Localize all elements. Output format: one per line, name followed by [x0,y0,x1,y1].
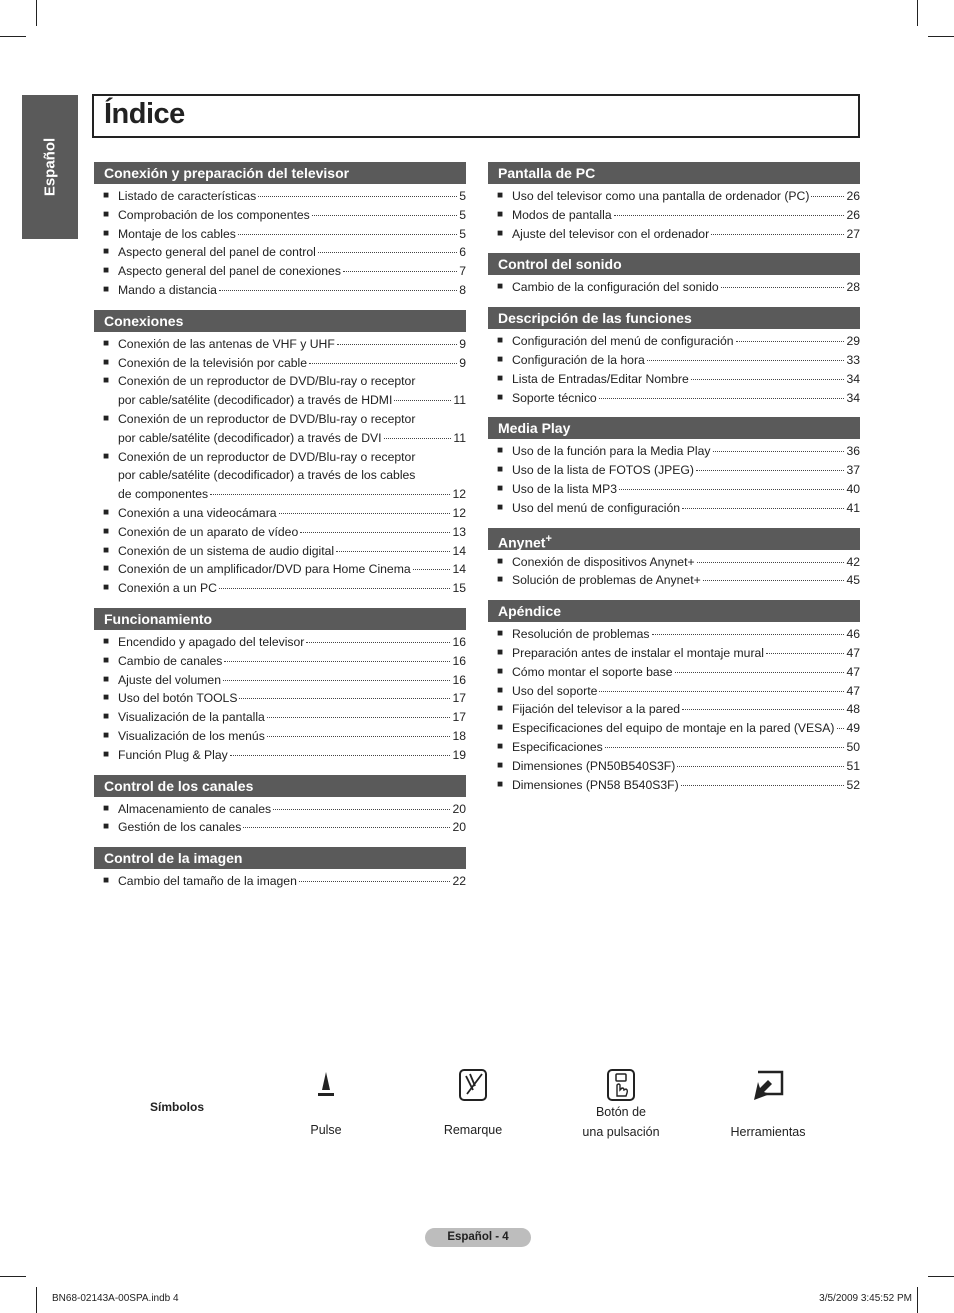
section-heading-text: Funcionamiento [104,610,213,627]
toc-entry[interactable] [94,671,466,690]
crop-mark [928,36,954,37]
crop-mark [917,1287,918,1313]
toc-entry-page: 16 [452,672,466,687]
toc-entry-page: 46 [846,627,860,642]
toc-entry[interactable] [94,262,466,281]
toc-entry-page: 12 [452,505,466,520]
toc-entry-title: ■ Ajuste del volumen [118,672,221,687]
toc-entry[interactable] [94,746,466,765]
symbol-tools-label: Herramientas [730,1125,806,1139]
toc-entry[interactable] [94,523,466,542]
toc-entry[interactable] [94,354,466,373]
crop-mark [0,36,26,37]
toc-entry-page: 14 [452,562,466,577]
toc-entry[interactable] [488,663,860,682]
toc-entry-title: ■ Conexión a un PC [118,581,217,596]
toc-entry-page: 16 [452,634,466,649]
toc-entry-title: ■ Cambio del tamaño de la imagen [118,874,297,889]
toc-list [488,553,860,591]
toc-entry[interactable] [488,278,860,297]
symbols-legend [0,1060,954,1160]
dot-leader [837,728,845,729]
toc-entry-title: de componentes [118,487,209,502]
toc-list [94,187,466,300]
dot-leader [711,234,844,235]
toc-section [94,608,466,765]
dot-leader [614,215,845,216]
toc-entry[interactable] [94,800,466,819]
toc-entry[interactable] [94,560,466,579]
toc-entry-page: 47 [846,645,860,660]
toc-entry-page: 50 [846,739,860,754]
toc-entry-page: 16 [452,653,466,668]
dot-leader [337,344,457,345]
toc-entry[interactable] [488,370,860,389]
dot-leader [219,290,457,291]
dot-leader [721,287,845,288]
dot-leader [647,360,845,361]
toc-section [488,307,860,407]
toc-list [94,335,466,598]
toc-entry-title: ■ Conexión de un amplificador/DVD para Home Cinema [118,562,411,577]
toc-entry-title: por cable/satélite (decodificador) a través de HDMI [118,393,393,408]
dot-leader [299,881,451,882]
dot-leader [703,580,845,581]
toc-list [488,187,860,243]
toc-entry[interactable] [94,335,466,354]
toc-entry-page: 9 [459,355,466,370]
section-heading-text: Descripción de las funciones [498,310,692,327]
section-heading-text: Media Play [498,420,571,437]
toc-entry-title: ■ Conexión a una videocámara [118,505,277,520]
toc-entry-title: ■ Gestión de los canales [118,820,242,835]
toc-entry[interactable] [94,708,466,727]
section-heading-text: Anynet [498,534,546,551]
toc-entry[interactable] [488,571,860,590]
toc-entry[interactable] [94,872,466,891]
toc-entry-title-line: por cable/satélite (decodificador) a través de los cables [118,468,416,483]
toc-section [94,162,466,300]
toc-entry-title: ■ Lista de Entradas/Editar Nombre [512,371,689,386]
dot-leader [677,766,844,767]
toc-entry[interactable] [488,700,860,719]
toc-entry-title: ■ Comprobación de los componentes [118,207,310,222]
toc-entry-title: ■ Especificaciones [512,739,603,754]
toc-entry[interactable] [94,652,466,671]
toc-entry-title-line: ■ Conexión de un reproductor de DVD/Blu-ray o receptor [118,449,416,464]
toc-entry-page: 49 [846,721,860,736]
dot-leader [605,747,845,748]
dot-leader [682,508,844,509]
toc-entry-page: 12 [452,487,466,502]
toc-entry-page: 42 [846,554,860,569]
toc-entry-title: ■ Dimensiones (PN50B540S3F) [512,758,676,773]
toc-section [488,253,860,297]
toc-entry[interactable] [488,461,860,480]
toc-section [488,600,860,794]
toc-section [488,417,860,517]
section-heading-text: Conexiones [104,312,184,329]
toc-entry-page: 6 [459,245,466,260]
toc-entry-title: ■ Aspecto general del panel de control [118,245,316,260]
dot-leader [267,717,451,718]
toc-entry-page: 41 [846,500,860,515]
dot-leader [312,215,457,216]
toc-list [488,442,860,517]
toc-entry-page: 5 [459,207,466,222]
tools-icon [748,1068,788,1102]
page-number-label: Español - 4 [425,1228,531,1247]
dot-leader [696,470,844,471]
section-heading [488,307,860,329]
toc-entry-title: ■ Uso de la lista de FOTOS (JPEG) [512,463,694,478]
toc-entry-page: 27 [846,226,860,241]
toc-entry[interactable] [488,553,860,572]
toc-entry[interactable] [94,206,466,225]
toc-entry[interactable] [94,504,466,523]
toc-entry-page: 45 [846,573,860,588]
toc-entry-page: 13 [452,524,466,539]
section-heading-text: Conexión y preparación del televisor [104,165,350,181]
toc-entry-title: ■ Cambio de la configuración del sonido [512,280,719,295]
toc-entry[interactable] [94,372,466,410]
toc-entry-page: 33 [846,352,860,367]
toc-entry-page: 26 [846,189,860,203]
toc-entry[interactable] [488,332,860,351]
toc-entry-title: por cable/satélite (decodificador) a través de DVI [118,430,382,445]
toc-entry-title: ■ Dimensiones (PN58 B540S3F) [512,777,679,792]
dot-leader [230,755,451,756]
language-side-tab [22,95,78,239]
section-heading [94,162,466,184]
dot-leader [306,642,450,643]
toc-entry-title: ■ Uso del soporte [512,683,598,698]
toc-entry[interactable] [488,738,860,757]
dot-leader [619,489,844,490]
toc-list [488,278,860,297]
toc-entry-title: ■ Encendido y apagado del televisor [118,634,305,649]
toc-entry-title: ■ Montaje de los cables [118,226,236,241]
toc-entry[interactable] [94,542,466,561]
toc-entry-title: ■ Fijación del televisor a la pared [512,702,681,717]
toc-list [94,633,466,765]
toc-entry-page: 48 [846,702,860,717]
toc-entry[interactable] [94,579,466,598]
toc-entry[interactable] [488,499,860,518]
dot-leader [273,809,450,810]
dot-leader [652,634,845,635]
toc-entry[interactable] [94,281,466,300]
toc-entry-title: ■ Uso de la lista MP3 [512,481,617,496]
dot-leader [413,569,451,570]
toc-entry-page: 52 [846,777,860,792]
toc-entry-page: 51 [846,758,860,773]
toc-section [94,775,466,838]
toc-entry-page: 17 [452,710,466,725]
toc-entry[interactable] [488,480,860,499]
language-side-tab-label: Español [41,137,59,197]
toc-entry[interactable] [94,243,466,262]
symbol-note-label: Remarque [443,1123,503,1137]
toc-entry[interactable] [94,187,466,206]
toc-entry[interactable] [94,633,466,652]
symbol-tools [723,1068,813,1142]
dot-leader [599,398,845,399]
toc-entry-title: ■ Preparación antes de instalar el montaje mural [512,645,765,660]
toc-entry-title: ■ Mando a distancia [118,282,217,297]
toc-entry-title: ■ Visualización de los menús [118,728,265,743]
toc-entry[interactable] [488,389,860,408]
dot-leader [210,494,450,495]
crop-mark [917,0,918,26]
toc-entry-page: 8 [459,282,466,297]
toc-entry[interactable] [488,644,860,663]
dot-leader [384,438,452,439]
one-touch-button-icon [606,1068,636,1102]
toc-entry-title: ■ Listado de características [118,189,257,203]
symbol-one-touch-label-line2: una pulsación [582,1125,660,1139]
toc-entry-page: 9 [459,336,466,351]
dot-leader [223,680,450,681]
toc-entry-title: ■ Uso del menú de configuración [512,500,681,515]
dot-leader [243,827,450,828]
toc-section [488,162,860,243]
toc-entry-page: 34 [846,390,860,405]
section-heading [94,608,466,630]
symbol-press [286,1068,366,1140]
symbol-one-touch-label-line1: Botón de [595,1105,647,1119]
toc-entry-title: ■ Función Plug & Play [118,747,228,762]
toc-entry-title: ■ Conexión de dispositivos Anynet+ [512,554,695,569]
toc-entry[interactable] [94,727,466,746]
toc-entry-title: ■ Aspecto general del panel de conexiones [118,264,341,279]
dot-leader [267,736,451,737]
toc-entry[interactable] [488,682,860,701]
toc-entry[interactable] [94,818,466,837]
dot-leader [279,513,451,514]
toc-entry-page: 28 [846,280,860,295]
section-heading [488,528,860,550]
toc-entry-title-line: ■ Conexión de un reproductor de DVD/Blu-ray o receptor [118,411,416,426]
toc-entry[interactable] [488,206,860,225]
toc-entry-page: 5 [459,189,466,203]
toc-entry-title: ■ Cambio de canales [118,653,223,668]
toc-entry-page: 29 [846,334,860,349]
toc-entry-page: 37 [846,463,860,478]
section-heading-text: Control del sonido [498,256,622,273]
footer-timestamp: 3/5/2009 3:45:52 PM [819,1293,912,1304]
toc-right-column [488,162,860,804]
section-heading-text: Control de los canales [104,777,254,794]
toc-entry-page: 34 [846,371,860,386]
toc-entry-title: ■ Configuración del menú de configuración [512,334,734,349]
toc-entry[interactable] [488,187,860,206]
toc-entry[interactable] [94,448,466,504]
toc-entry-page: 26 [846,207,860,222]
section-heading [94,775,466,797]
dot-leader [309,363,457,364]
toc-entry-page: 22 [452,874,466,889]
toc-entry-title: ■ Ajuste del televisor con el ordenador [512,226,710,241]
toc-entry-page: 40 [846,481,860,496]
section-heading [488,253,860,275]
dot-leader [300,532,450,533]
toc-section [488,528,860,591]
section-heading [488,600,860,622]
section-heading-text: Apéndice [498,603,562,620]
section-heading-text: Pantalla de PC [498,165,596,181]
toc-entry[interactable] [488,351,860,370]
toc-entry[interactable] [488,776,860,795]
dot-leader [713,451,845,452]
press-icon [316,1068,336,1098]
crop-mark [0,1276,26,1277]
dot-leader [394,400,451,401]
dot-leader [238,234,457,235]
dot-leader [766,653,844,654]
toc-entry-title: ■ Uso del botón TOOLS [118,691,238,706]
symbol-press-label: Pulse [310,1123,342,1137]
section-heading-text: Control de la imagen [104,850,243,867]
toc-entry-title: ■ Cómo montar el soporte base [512,664,673,679]
symbol-one-touch [575,1068,667,1142]
toc-entry[interactable] [488,442,860,461]
toc-section [94,310,466,598]
dot-leader [239,698,450,699]
toc-entry-page: 19 [452,747,466,762]
toc-entry-title: ■ Resolución de problemas [512,627,650,642]
toc-entry-page: 17 [452,691,466,706]
title-box [92,94,860,138]
toc-entry[interactable] [488,757,860,776]
dot-leader [681,785,845,786]
crop-mark [36,0,37,26]
toc-list [488,332,860,407]
toc-entry[interactable] [94,689,466,708]
toc-list [488,625,860,794]
toc-entry-page: 47 [846,664,860,679]
toc-entry[interactable] [94,410,466,448]
toc-entry-title: ■ Uso del televisor como una pantalla de ordenador (PC) [512,189,810,203]
dot-leader [258,196,457,197]
toc-entry-title: ■ Configuración de la hora [512,352,645,367]
toc-entry-page: 36 [846,444,860,459]
toc-entry-title: ■ Modos de pantalla [512,207,612,222]
toc-entry[interactable] [488,225,860,244]
toc-list [94,800,466,838]
toc-entry[interactable] [94,225,466,244]
section-heading [94,847,466,869]
section-heading [488,162,860,184]
toc-entry-page: 15 [452,581,466,596]
dot-leader [343,271,457,272]
dot-leader [599,691,844,692]
toc-entry-page: 18 [452,728,466,743]
toc-entry-title: ■ Conexión de la televisión por cable [118,355,308,370]
toc-list [94,872,466,891]
dot-leader [336,551,450,552]
toc-entry-page: 7 [459,264,466,279]
dot-leader [675,672,845,673]
toc-entry-title-line: ■ Conexión de un reproductor de DVD/Blu-ray o receptor [118,374,416,389]
dot-leader [219,588,451,589]
toc-entry-title: ■ Uso de la función para la Media Play [512,444,711,459]
toc-entry-page: 14 [452,543,466,558]
toc-entry-page: 20 [452,820,466,835]
section-heading [488,417,860,439]
dot-leader [224,661,450,662]
dot-leader [736,341,845,342]
section-heading-superscript: + [545,532,552,545]
dot-leader [811,196,844,197]
page-title: Índice [104,98,185,130]
toc-entry-title: ■ Conexión de un sistema de audio digital [118,543,335,558]
toc-entry-page: 47 [846,683,860,698]
toc-entry-title: ■ Conexión de las antenas de VHF y UHF [118,336,335,351]
note-icon [458,1068,488,1102]
symbol-note [433,1068,513,1140]
toc-entry-page: 20 [452,801,466,816]
toc-entry-title: ■ Conexión de un aparato de vídeo [118,524,299,539]
toc-entry-title: ■ Solución de problemas de Anynet+ [512,573,701,588]
toc-entry-title: ■ Especificaciones del equipo de montaje en la pared (VESA) [512,721,835,736]
crop-mark [928,1276,954,1277]
toc-entry-page: 11 [453,430,466,445]
section-heading [94,310,466,332]
footer-file-name: BN68-02143A-00SPA.indb 4 [52,1293,179,1304]
dot-leader [697,562,845,563]
toc-entry-page: 5 [459,226,466,241]
dot-leader [691,379,845,380]
toc-entry-title: ■ Almacenamiento de canales [118,801,272,816]
dot-leader [318,252,457,253]
toc-entry[interactable] [488,719,860,738]
toc-entry[interactable] [488,625,860,644]
toc-entry-title: ■ Soporte técnico [512,390,597,405]
symbols-label: Símbolos [150,1100,205,1114]
toc-entry-title: ■ Visualización de la pantalla [118,710,265,725]
dot-leader [682,709,844,710]
crop-mark [36,1287,37,1313]
toc-section [94,847,466,891]
toc-left-column [94,162,466,901]
toc-entry-page: 11 [453,393,466,408]
